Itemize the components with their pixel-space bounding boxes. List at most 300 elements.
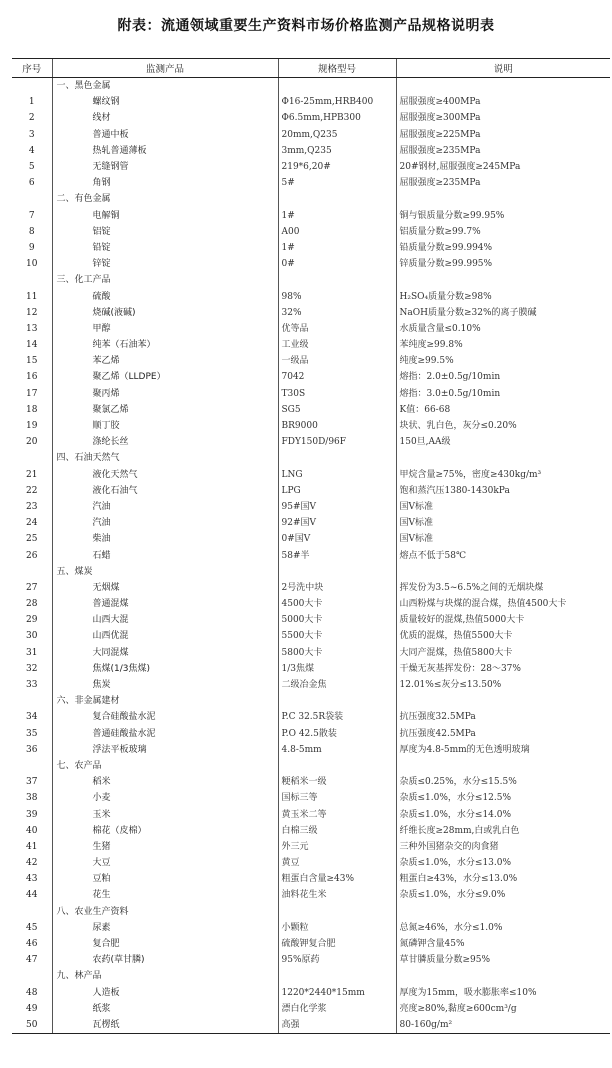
row-number: 2 xyxy=(28,113,35,124)
table-row xyxy=(12,806,610,822)
table-row xyxy=(12,143,610,159)
product-description: 屈服强度≥400MPa xyxy=(396,94,610,110)
table-row xyxy=(12,483,610,499)
product-description: 优质的混煤，热值5500大卡 xyxy=(396,628,610,644)
product-model: 92#国Ⅴ xyxy=(278,515,396,531)
row-number: 14 xyxy=(26,340,38,351)
table-row xyxy=(12,434,610,450)
product-name: 液化石油气 xyxy=(52,483,278,499)
row-number: 44 xyxy=(26,890,38,901)
row-number: 11 xyxy=(26,291,38,302)
product-name: 焦炭 xyxy=(52,677,278,693)
table-row xyxy=(12,985,610,1001)
product-description: 杂质≤0.25%，水分≤15.5% xyxy=(396,774,610,790)
row-number: 43 xyxy=(26,874,38,885)
product-description: 水质量含量≤0.10% xyxy=(396,321,610,337)
header-no: 序号 xyxy=(12,59,52,78)
product-name: 无缝钢管 xyxy=(52,159,278,175)
table-row xyxy=(12,369,610,385)
product-description: 抗压强度42.5MPa xyxy=(396,726,610,742)
row-number: 40 xyxy=(26,825,38,836)
table-row xyxy=(12,1017,610,1034)
category-name: 五、煤炭 xyxy=(52,564,278,580)
row-number: 7 xyxy=(28,210,35,221)
product-name: 稻米 xyxy=(52,774,278,790)
product-description: 铜与银质量分数≥99.95% xyxy=(396,208,610,224)
description-cell xyxy=(396,758,610,774)
table-row xyxy=(12,596,610,612)
row-number: 37 xyxy=(26,777,38,788)
product-name: 山西优混 xyxy=(52,628,278,644)
row-number: 29 xyxy=(26,615,38,626)
product-model: 0#国Ⅴ xyxy=(278,531,396,547)
table-row xyxy=(12,920,610,936)
header-desc: 说明 xyxy=(396,59,610,78)
row-number: 22 xyxy=(26,485,38,496)
product-name: 普通中板 xyxy=(52,127,278,143)
product-name: 聚氯乙烯 xyxy=(52,402,278,418)
product-name: 苯乙烯 xyxy=(52,353,278,369)
row-number: 3 xyxy=(28,129,35,140)
description-cell xyxy=(396,693,610,709)
row-number: 12 xyxy=(26,307,38,318)
row-number-cell xyxy=(12,191,52,207)
product-name: 大同混煤 xyxy=(52,645,278,661)
product-name: 铅锭 xyxy=(52,240,278,256)
table-row xyxy=(12,645,610,661)
product-model: 4500大卡 xyxy=(278,596,396,612)
product-model: 20mm,Q235 xyxy=(278,127,396,143)
product-description: 杂质≤1.0%，水分≤12.5% xyxy=(396,790,610,806)
product-description: 杂质≤1.0%，水分≤9.0% xyxy=(396,887,610,903)
model-cell xyxy=(278,191,396,207)
product-model: FDY150D/96F xyxy=(278,434,396,450)
table-row xyxy=(12,612,610,628)
row-number: 5 xyxy=(28,162,35,173)
table-row xyxy=(12,386,610,402)
category-name: 六、非金属建材 xyxy=(52,693,278,709)
product-description: 杂质≤1.0%，水分≤14.0% xyxy=(396,806,610,822)
product-model: 5500大卡 xyxy=(278,628,396,644)
description-cell xyxy=(396,968,610,984)
product-description: 饱和蒸汽压1380-1430kPa xyxy=(396,483,610,499)
product-name: 汽油 xyxy=(52,499,278,515)
product-description: 亮度≥80%,黏度≥600cm³/g xyxy=(396,1001,610,1017)
table-row xyxy=(12,467,610,483)
row-number: 24 xyxy=(26,518,38,529)
product-model: 外三元 xyxy=(278,839,396,855)
product-name: 人造板 xyxy=(52,985,278,1001)
row-number: 41 xyxy=(26,841,38,852)
description-cell xyxy=(396,272,610,288)
row-number: 30 xyxy=(26,631,38,642)
row-number: 42 xyxy=(26,858,38,869)
description-cell xyxy=(396,564,610,580)
row-number: 6 xyxy=(28,178,35,189)
product-model: 1220*2440*15mm xyxy=(278,985,396,1001)
product-model: 硫酸钾复合肥 xyxy=(278,936,396,952)
table-row xyxy=(12,952,610,968)
product-description: 150旦,AA级 xyxy=(396,434,610,450)
product-description: 屈服强度≥235MPa xyxy=(396,175,610,191)
model-cell xyxy=(278,758,396,774)
table-row xyxy=(12,855,610,871)
table-row xyxy=(12,823,610,839)
table-row xyxy=(12,515,610,531)
product-description: 大同产混煤，热值5800大卡 xyxy=(396,645,610,661)
product-name: 复合肥 xyxy=(52,936,278,952)
product-name: 无烟煤 xyxy=(52,580,278,596)
row-number: 18 xyxy=(26,404,38,415)
product-name: 聚丙烯 xyxy=(52,386,278,402)
spec-table xyxy=(12,58,610,1034)
product-description: 苯纯度≥99.8% xyxy=(396,337,610,353)
row-number: 50 xyxy=(12,1017,52,1034)
row-number-cell xyxy=(12,693,52,709)
table-row xyxy=(12,871,610,887)
description-cell xyxy=(396,904,610,920)
product-description: 抗压强度32.5MPa xyxy=(396,709,610,725)
product-name: 热轧普通薄板 xyxy=(52,143,278,159)
row-number: 34 xyxy=(26,712,38,723)
product-name: 涤纶长丝 xyxy=(52,434,278,450)
table-header xyxy=(12,59,610,78)
row-number-cell xyxy=(12,904,52,920)
product-name: 汽油 xyxy=(52,515,278,531)
product-model: 7042 xyxy=(278,369,396,385)
product-model: 5# xyxy=(278,175,396,191)
product-description: 草甘膦质量分数≥95% xyxy=(396,952,610,968)
product-name: 农药(草甘膦) xyxy=(52,952,278,968)
product-model: 5000大卡 xyxy=(278,612,396,628)
table-row xyxy=(12,790,610,806)
product-model: 黄玉米二等 xyxy=(278,806,396,822)
row-number: 36 xyxy=(26,744,38,755)
product-name: 小麦 xyxy=(52,790,278,806)
table-body xyxy=(12,78,610,1034)
table-row xyxy=(12,127,610,143)
category-name: 七、农产品 xyxy=(52,758,278,774)
table-row xyxy=(12,499,610,515)
product-description: 纯度≥99.5% xyxy=(396,353,610,369)
table-row xyxy=(12,661,610,677)
table-row xyxy=(12,887,610,903)
category-name: 八、农业生产资料 xyxy=(52,904,278,920)
row-number: 46 xyxy=(26,939,38,950)
description-cell xyxy=(396,191,610,207)
table-row xyxy=(12,353,610,369)
description-cell xyxy=(396,78,610,95)
product-name: 普通硅酸盐水泥 xyxy=(52,726,278,742)
product-name: 瓦楞纸 xyxy=(52,1017,278,1034)
category-row xyxy=(12,191,610,207)
table-row xyxy=(12,742,610,758)
product-model: 219*6,20# xyxy=(278,159,396,175)
product-model: 一级品 xyxy=(278,353,396,369)
product-model: 高强 xyxy=(278,1017,396,1034)
product-name: 豆粕 xyxy=(52,871,278,887)
product-model: 粳稻米一级 xyxy=(278,774,396,790)
model-cell xyxy=(278,968,396,984)
table-row xyxy=(12,531,610,547)
product-description: K值：66-68 xyxy=(396,402,610,418)
product-model: SG5 xyxy=(278,402,396,418)
product-name: 玉米 xyxy=(52,806,278,822)
product-description: 氮磷钾含量45% xyxy=(396,936,610,952)
product-model: 32% xyxy=(278,305,396,321)
row-number: 33 xyxy=(26,680,38,691)
row-number: 8 xyxy=(28,226,35,237)
row-number: 23 xyxy=(26,501,38,512)
product-description: 屈服强度≥225MPa xyxy=(396,127,610,143)
model-cell xyxy=(278,450,396,466)
category-row xyxy=(12,450,610,466)
product-model: 漂白化学浆 xyxy=(278,1001,396,1017)
table-row xyxy=(12,677,610,693)
category-row xyxy=(12,78,610,95)
row-number: 48 xyxy=(26,987,38,998)
table-row xyxy=(12,288,610,304)
product-model: 95%原药 xyxy=(278,952,396,968)
product-description: 挥发份为3.5~6.5%之间的无烟块煤 xyxy=(396,580,610,596)
product-model: 5800大卡 xyxy=(278,645,396,661)
row-number: 15 xyxy=(26,356,38,367)
table-row xyxy=(12,208,610,224)
product-description: 80-160g/m² xyxy=(396,1017,610,1034)
product-name: 棉花（皮棉） xyxy=(52,823,278,839)
category-name: 九、林产品 xyxy=(52,968,278,984)
header-model: 规格型号 xyxy=(278,59,396,78)
product-name: 烧碱(液碱) xyxy=(52,305,278,321)
product-model: T30S xyxy=(278,386,396,402)
document-title: 附表：流通领域重要生产资料市场价格监测产品规格说明表 xyxy=(117,18,495,34)
product-description: 熔点不低于58℃ xyxy=(396,547,610,563)
product-model: 95#国Ⅴ xyxy=(278,499,396,515)
product-model: 白棉三级 xyxy=(278,823,396,839)
row-number: 39 xyxy=(26,809,38,820)
product-description: 总氮≥46%，水分≤1.0% xyxy=(396,920,610,936)
product-name: 山西大混 xyxy=(52,612,278,628)
table-row xyxy=(12,580,610,596)
table-row xyxy=(12,726,610,742)
product-name: 浮法平板玻璃 xyxy=(52,742,278,758)
category-name: 一、黑色金属 xyxy=(52,78,278,95)
description-cell xyxy=(396,450,610,466)
row-number: 9 xyxy=(28,242,35,253)
model-cell xyxy=(278,78,396,95)
category-row xyxy=(12,904,610,920)
row-number: 10 xyxy=(26,259,38,270)
row-number: 35 xyxy=(26,728,38,739)
category-row xyxy=(12,758,610,774)
row-number: 17 xyxy=(26,388,38,399)
product-name: 尿素 xyxy=(52,920,278,936)
product-name: 螺纹钢 xyxy=(52,94,278,110)
product-description: 杂质≤1.0%，水分≤13.0% xyxy=(396,855,610,871)
table-row xyxy=(12,159,610,175)
row-number-cell xyxy=(12,78,52,95)
table-row xyxy=(12,709,610,725)
table-row xyxy=(12,321,610,337)
product-description: 厚度为4.8-5mm的无色透明玻璃 xyxy=(396,742,610,758)
product-model: Φ16-25mm,HRB400 xyxy=(278,94,396,110)
product-name: 顺丁胶 xyxy=(52,418,278,434)
product-name: 液化天然气 xyxy=(52,467,278,483)
product-name: 聚乙烯（LLDPE） xyxy=(52,369,278,385)
product-model: 58#半 xyxy=(278,547,396,563)
product-description: 铝质量分数≥99.7% xyxy=(396,224,610,240)
row-number: 32 xyxy=(26,663,38,674)
row-number: 28 xyxy=(26,599,38,610)
product-name: 生猪 xyxy=(52,839,278,855)
table-row xyxy=(12,839,610,855)
product-description: 12.01%≤灰分≤13.50% xyxy=(396,677,610,693)
category-name: 四、石油天然气 xyxy=(52,450,278,466)
product-model: 二级冶金焦 xyxy=(278,677,396,693)
product-model: 98% xyxy=(278,288,396,304)
product-name: 普通混煤 xyxy=(52,596,278,612)
category-row xyxy=(12,968,610,984)
product-model: 1# xyxy=(278,208,396,224)
product-name: 纯苯（石油苯） xyxy=(52,337,278,353)
product-model: A00 xyxy=(278,224,396,240)
table-row xyxy=(12,337,610,353)
product-name: 电解铜 xyxy=(52,208,278,224)
product-description: 纤维长度≥28mm,白或乳白色 xyxy=(396,823,610,839)
row-number: 25 xyxy=(26,534,38,545)
product-description: 国Ⅴ标准 xyxy=(396,515,610,531)
row-number: 47 xyxy=(26,955,38,966)
category-name: 三、化工产品 xyxy=(52,272,278,288)
table-row xyxy=(12,418,610,434)
product-model: P.C 32.5R袋装 xyxy=(278,709,396,725)
header-product: 监测产品 xyxy=(52,59,278,78)
product-description: NaOH质量分数≥32%的离子膜碱 xyxy=(396,305,610,321)
row-number: 16 xyxy=(26,372,38,383)
product-description: 铅质量分数≥99.994% xyxy=(396,240,610,256)
product-description: 熔指：2.0±0.5g/10min xyxy=(396,369,610,385)
product-description: 块状、乳白色，灰分≤0.20% xyxy=(396,418,610,434)
row-number: 31 xyxy=(26,647,38,658)
product-name: 锌锭 xyxy=(52,256,278,272)
table-row xyxy=(12,224,610,240)
product-model: 4.8-5mm xyxy=(278,742,396,758)
product-description: 粗蛋白≥43%，水分≤13.0% xyxy=(396,871,610,887)
product-model: 3mm,Q235 xyxy=(278,143,396,159)
product-model: 小颗粒 xyxy=(278,920,396,936)
product-description: H₂SO₄质量分数≥98% xyxy=(396,288,610,304)
product-description: 屈服强度≥300MPa xyxy=(396,110,610,126)
product-name: 柴油 xyxy=(52,531,278,547)
category-row xyxy=(12,693,610,709)
product-model: 油料花生米 xyxy=(278,887,396,903)
category-row xyxy=(12,272,610,288)
product-name: 大豆 xyxy=(52,855,278,871)
row-number-cell xyxy=(12,564,52,580)
product-name: 甲醇 xyxy=(52,321,278,337)
table-row xyxy=(12,94,610,110)
category-name: 二、有色金属 xyxy=(52,191,278,207)
row-number: 38 xyxy=(26,793,38,804)
row-number: 13 xyxy=(26,323,38,334)
table-row xyxy=(12,774,610,790)
table-row xyxy=(12,240,610,256)
row-number: 1 xyxy=(28,97,35,108)
row-number: 26 xyxy=(26,550,38,561)
row-number-cell xyxy=(12,968,52,984)
product-name: 硫酸 xyxy=(52,288,278,304)
row-number: 49 xyxy=(26,1003,38,1014)
product-name: 线材 xyxy=(52,110,278,126)
product-description: 20#钢材,屈服强度≥245MPa xyxy=(396,159,610,175)
product-model: Φ6.5mm,HPB300 xyxy=(278,110,396,126)
product-description: 质量较好的混煤,热值5000大卡 xyxy=(396,612,610,628)
table-row xyxy=(12,402,610,418)
product-name: 角钢 xyxy=(52,175,278,191)
model-cell xyxy=(278,272,396,288)
category-row xyxy=(12,564,610,580)
header-row xyxy=(12,59,610,78)
row-number: 45 xyxy=(26,922,38,933)
product-model: 优等品 xyxy=(278,321,396,337)
product-model: 国标三等 xyxy=(278,790,396,806)
row-number-cell xyxy=(12,758,52,774)
product-model: P.O 42.5散装 xyxy=(278,726,396,742)
product-description: 国Ⅴ标准 xyxy=(396,531,610,547)
product-description: 干燥无灰基挥发份：28～37% xyxy=(396,661,610,677)
product-name: 焦煤(1/3焦煤) xyxy=(52,661,278,677)
product-model: 0# xyxy=(278,256,396,272)
row-number-cell xyxy=(12,450,52,466)
row-number: 21 xyxy=(26,469,38,480)
product-description: 屈服强度≥235MPa xyxy=(396,143,610,159)
product-model: 黄豆 xyxy=(278,855,396,871)
table-row xyxy=(12,547,610,563)
table-row xyxy=(12,256,610,272)
product-model: 2号洗中块 xyxy=(278,580,396,596)
product-description: 锌质量分数≥99.995% xyxy=(396,256,610,272)
product-model: 粗蛋白含量≥43% xyxy=(278,871,396,887)
product-name: 复合硅酸盐水泥 xyxy=(52,709,278,725)
product-description: 国Ⅴ标准 xyxy=(396,499,610,515)
product-description: 熔指：3.0±0.5g/10min xyxy=(396,386,610,402)
table-row xyxy=(12,305,610,321)
row-number: 20 xyxy=(26,437,38,448)
row-number: 4 xyxy=(28,145,35,156)
model-cell xyxy=(278,564,396,580)
product-name: 纸浆 xyxy=(52,1001,278,1017)
row-number: 27 xyxy=(26,582,38,593)
product-model: 工业级 xyxy=(278,337,396,353)
row-number-cell xyxy=(12,272,52,288)
product-model: BR9000 xyxy=(278,418,396,434)
table-row xyxy=(12,628,610,644)
row-number: 19 xyxy=(26,421,38,432)
model-cell xyxy=(278,693,396,709)
product-description: 厚度为15mm，吸水膨胀率≤10% xyxy=(396,985,610,1001)
product-description: 三种外国猪杂交的肉食猪 xyxy=(396,839,610,855)
product-model: LPG xyxy=(278,483,396,499)
product-description: 山西粉煤与块煤的混合煤，热值4500大卡 xyxy=(396,596,610,612)
product-model: LNG xyxy=(278,467,396,483)
product-name: 铝锭 xyxy=(52,224,278,240)
model-cell xyxy=(278,904,396,920)
product-model: 1/3焦煤 xyxy=(278,661,396,677)
product-description: 甲烷含量≥75%，密度≥430kg/m³ xyxy=(396,467,610,483)
product-name: 石蜡 xyxy=(52,547,278,563)
table-row xyxy=(12,175,610,191)
table-row xyxy=(12,1001,610,1017)
